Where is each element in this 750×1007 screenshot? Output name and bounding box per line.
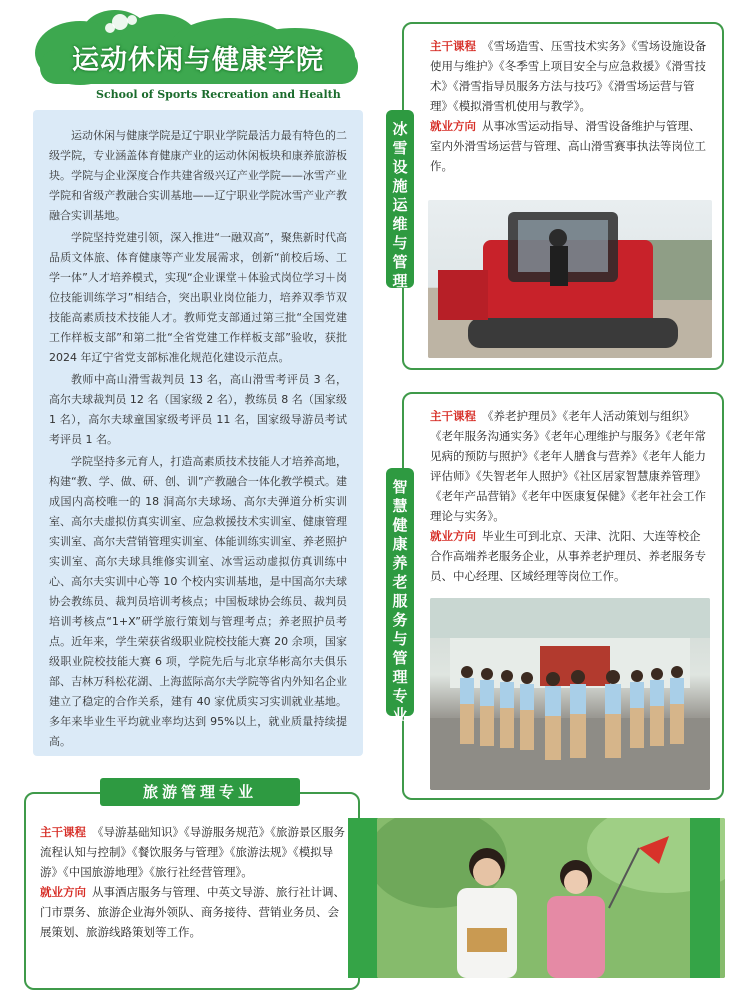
intro-paragraph: 运动休闲与健康学院是辽宁职业学院最活力最有特色的二级学院，专业涵盖体育健康产业的运动休闲板块和康养旅游板块。学院与企业深度合作共建省级兴辽产业学院——冰雪产业学院和省级产教融合实训基地——辽宁职业学院冰雪产业产教融合实训基地。 (49, 129, 347, 222)
courses-text: 《雪场造雪、压雪技术实务》《雪场设施设备使用与维护》《冬季雪上项目安全与应急救援》《滑雪技术》《滑雪指导员服务方法与技巧》《滑雪场运营与管理》《模拟滑雪机使用与教学》。 (430, 39, 707, 113)
jobs-line (430, 116, 710, 176)
jobs-line (430, 526, 710, 586)
tour-guide-icon (377, 818, 725, 978)
jobs-text: 从事酒店服务与管理、中英文导游、旅行社计调、门市票务、旅游企业海外领队、商务接待、营销业务员、会展策划、旅游线路策划等工作。 (40, 885, 345, 939)
program-details (430, 406, 710, 586)
program-details (430, 36, 710, 176)
courses-label: 主干课程 (40, 825, 86, 839)
snow-groomer-photo (428, 200, 712, 358)
courses-text: 《导游基础知识》《导游服务规范》《旅游景区服务流程认知与控制》《餐饮服务与管理》《旅游法规》《模拟导游》《中国旅游地理》《旅行社经营管理》。 (40, 825, 345, 879)
jobs-label: 就业方向 (430, 119, 476, 133)
students-group-icon (430, 598, 710, 790)
snow-groomer-icon (428, 200, 712, 358)
college-subtitle: School of Sports Recreation and Health (96, 88, 341, 101)
college-header (20, 8, 365, 108)
courses-line (430, 36, 710, 116)
courses-label: 主干课程 (430, 39, 476, 53)
jobs-label: 就业方向 (40, 885, 86, 899)
program-tab-tourism: 旅游管理专业 (100, 778, 300, 806)
jobs-label: 就业方向 (430, 529, 476, 543)
program-tab-elderly-care: 智慧健康养老服务与管理专业 (386, 468, 414, 716)
intro-panel (33, 110, 363, 756)
courses-line (430, 406, 710, 526)
program-card-tourism (24, 792, 360, 990)
intro-paragraph: 学院坚持多元育人，打造高素质技术技能人才培养高地，构建“教、学、做、研、创、训”产教融合一体化教学模式。建成国内高校唯一的 18 洞高尔夫球场、高尔夫弹道分析实训室、高尔夫虚拟仿真实训室、应急救援技术实训室、健康管理实训室、高尔夫营销管理实训室、体能训练实训室、养老照护实训室、高尔夫球具维修实训室、冰雪运动虚拟仿真训练中心、高尔夫实训中心等 10 个校内实训基地，是中国高尔夫球协会教练员、裁判员培训考核点；中国板球协会练员、裁判员培训考核点“1+X”研学旅行策划与管理考点；养老照护员考点。近年来，学生荣获省级职业院校技能大赛 20 余项，国家级职业院校技能大赛 6 项，学院先后与北京华彬高尔夫俱乐部、吉林万科松花湖、上海蓝际高尔夫学院等省内外知名企业建立了稳定的合作关系，建有 40 家优质实习实训就业基地。多年来毕业生平均就业率均达到 95%以上，就业质量持续提高。 (49, 455, 347, 748)
green-accent-bar (690, 818, 720, 978)
intro-paragraph: 学院坚持党建引领，深入推进“一融双高”，聚焦新时代高品质文体旅、体育健康等产业发展需求，创新“前校后场、工学一体”人才培养模式，实现“企业课堂＋体验式岗位学习＋岗位技能训练学习”相结合，突出职业岗位能力，培养双季节双技能高素质技术技能人才。教师党支部通过第三批“全国党建工作样板支部”和第二批“全省党建工作样板支部”验收，获批 2024 年辽宁省党支部标准化规范化建设示范点。 (49, 231, 347, 364)
tour-guide-photo (377, 818, 725, 978)
jobs-text: 毕业生可到北京、天津、沈阳、大连等校企合作高端养老服务企业，从事养老护理员、养老服务专员、中心经理、区域经理等岗位工作。 (430, 529, 706, 583)
courses-line (40, 822, 346, 882)
jobs-line (40, 882, 346, 942)
courses-text: 《养老护理员》《老年人活动策划与组织》《老年服务沟通实务》《老年心理维护与服务》《老年常见病的预防与照护》《老年人膳食与营养》《老年人能力评估师》《失智老年人照护》《社区居家智慧康养管理》《老年产品营销》《老年中医康复保健》《老年社会工作理论与实务》。 (430, 409, 706, 523)
program-tab-ice-snow: 冰雪设施运维与管理 (386, 110, 414, 288)
courses-label: 主干课程 (430, 409, 476, 423)
students-group-photo (430, 598, 710, 790)
college-title: 运动休闲与健康学院 (72, 45, 324, 76)
jobs-text: 从事冰雪运动指导、滑雪设备维护与管理、室内外滑雪场运营与管理、高山滑雪赛事执法等岗位工作。 (430, 119, 706, 173)
program-details (40, 822, 346, 942)
green-accent-bar (348, 818, 378, 978)
intro-paragraph: 教师中高山滑雪裁判员 13 名，高山滑雪考评员 3 名，高尔夫球裁判员 12 名（国家级 2 名），教练员 8 名（国家级 1 名），高尔夫球童国家级考评员 11 名，国家级导游员考试考评员 1 名。 (49, 373, 347, 446)
